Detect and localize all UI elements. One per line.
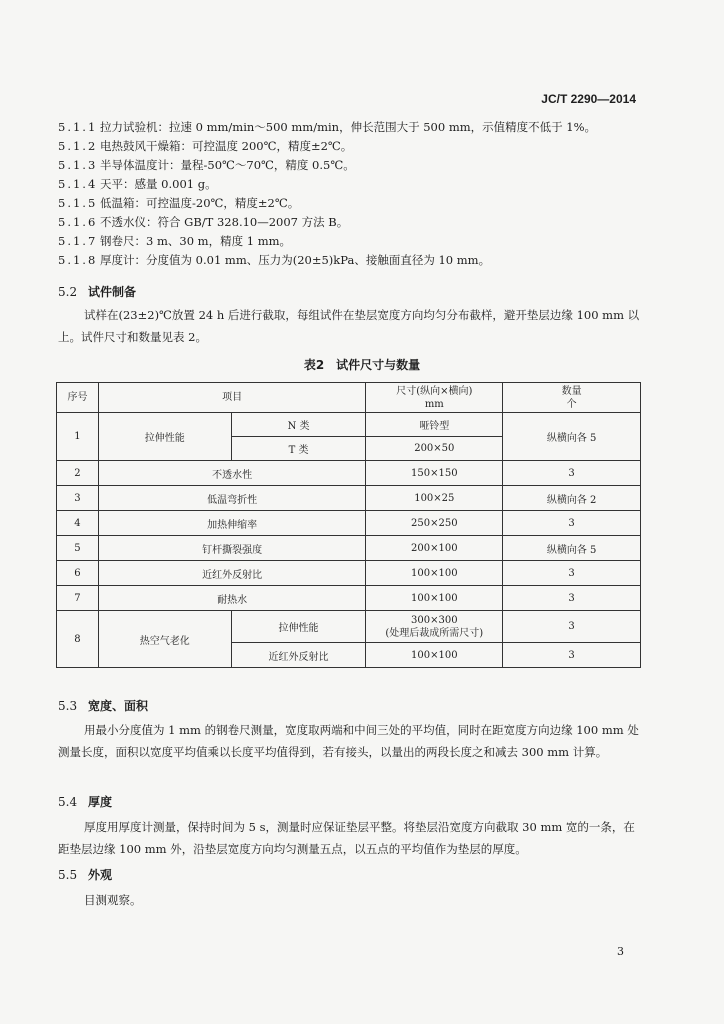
cell-qty: 3 [503,511,641,536]
cell-size: 200×100 [366,536,503,561]
section-paragraph-5-5: 目测观察。 [84,893,142,907]
header-no: 序号 [57,383,99,413]
cell-size: 100×100 [366,561,503,586]
cell-no: 4 [57,511,99,536]
cell-item: 拉伸性能 [98,413,231,461]
cell-size: 哑铃型 [366,413,503,437]
cell-no: 3 [57,486,99,511]
cell-subitem: 拉伸性能 [231,611,366,643]
cell-qty: 3 [503,643,641,668]
cell-size: 200×50 [366,437,503,461]
section-paragraph-5-3: 用最小分度值为 1 mm 的钢卷尺测量，宽度取两端和中间三处的平均值，同时在距宽度方向边缘 100 mm 处测量长度，面积以宽度平均值乘以长度平均值得到，若有接头，以量出的两段长度之和减去 300 mm 计算。 [58,723,639,759]
section-heading-5-2: 5.2 试件制备 [58,285,137,299]
table-caption: 表2 试件尺寸与数量 [303,358,421,372]
cell-qty: 3 [503,461,641,486]
table-row [57,413,641,437]
cell-item: 不透水性 [98,461,365,486]
table-row [57,586,641,611]
table-row [57,536,641,561]
clause-5-1-3: 5.1.3 半导体温度计：量程-50℃～70℃，精度 0.5℃。 [58,158,355,172]
table-row [57,461,641,486]
cell-qty: 纵横向各 5 [503,536,641,561]
standard-code: JC/T 2290—2014 [541,92,636,106]
cell-subitem: T 类 [231,437,366,461]
cell-no: 2 [57,461,99,486]
table-row [57,611,641,643]
section-heading-5-5: 5.5 外观 [58,868,113,882]
section-paragraph-5-4: 厚度用厚度计测量，保持时间为 5 s，测量时应保证垫层平整。将垫层沿宽度方向截取 30 mm 宽的一条，在距垫层边缘 100 mm 外，沿垫层宽度方向均匀测量五点，以五点的平均值作为垫层的厚度。 [58,820,635,856]
header-item: 项目 [98,383,365,413]
cell-qty: 3 [503,586,641,611]
clause-5-1-1: 5.1.1 拉力试验机：拉速 0 mm/min～500 mm/min，伸长范围大于 500 mm，示值精度不低于 1%。 [58,120,597,134]
clause-5-1-8: 5.1.8 厚度计：分度值为 0.01 mm、压力为(20±5)kPa、接触面直径为 10 mm。 [58,253,491,267]
cell-no: 6 [57,561,99,586]
cell-qty: 纵横向各 5 [503,413,641,461]
cell-subitem: N 类 [231,413,366,437]
table-header-row [57,383,641,413]
cell-item: 钉杆撕裂强度 [98,536,365,561]
cell-size: 100×100 [366,586,503,611]
specimen-table [56,382,641,668]
cell-no: 8 [57,611,99,668]
cell-item: 加热伸缩率 [98,511,365,536]
cell-size: 300×300 (处理后裁成所需尺寸) [366,611,503,643]
page-number: 3 [617,945,624,958]
cell-no: 7 [57,586,99,611]
clause-5-1-2: 5.1.2 电热鼓风干燥箱：可控温度 200℃，精度±2℃。 [58,139,353,153]
section-heading-5-3: 5.3 宽度、面积 [58,699,149,713]
clause-5-1-5: 5.1.5 低温箱：可控温度-20℃，精度±2℃。 [58,196,300,210]
cell-qty: 3 [503,611,641,643]
clause-5-1-6: 5.1.6 不透水仪：符合 GB/T 328.10—2007 方法 B。 [58,215,349,229]
section-paragraph-5-2: 试样在(23±2)℃放置 24 h 后进行截取，每组试件在垫层宽度方向均匀分布截样，避开垫层边缘 100 mm 以上。试件尺寸和数量见表 2。 [58,308,640,344]
cell-subitem: 近红外反射比 [231,643,366,668]
cell-item: 耐热水 [98,586,365,611]
cell-item: 近红外反射比 [98,561,365,586]
cell-qty: 纵横向各 2 [503,486,641,511]
section-heading-5-4: 5.4 厚度 [58,795,113,809]
table-row [57,486,641,511]
cell-no: 5 [57,536,99,561]
cell-no: 1 [57,413,99,461]
clause-5-1-7: 5.1.7 钢卷尺：3 m、30 m，精度 1 mm。 [58,234,292,248]
cell-item: 热空气老化 [98,611,231,668]
table-row [57,511,641,536]
cell-size: 100×100 [366,643,503,668]
cell-size: 250×250 [366,511,503,536]
header-qty: 数量 个 [503,383,641,413]
table-row [57,561,641,586]
cell-qty: 3 [503,561,641,586]
clause-5-1-4: 5.1.4 天平：感量 0.001 g。 [58,177,217,191]
cell-size: 150×150 [366,461,503,486]
cell-size: 100×25 [366,486,503,511]
header-size: 尺寸(纵向×横向) mm [366,383,503,413]
cell-item: 低温弯折性 [98,486,365,511]
